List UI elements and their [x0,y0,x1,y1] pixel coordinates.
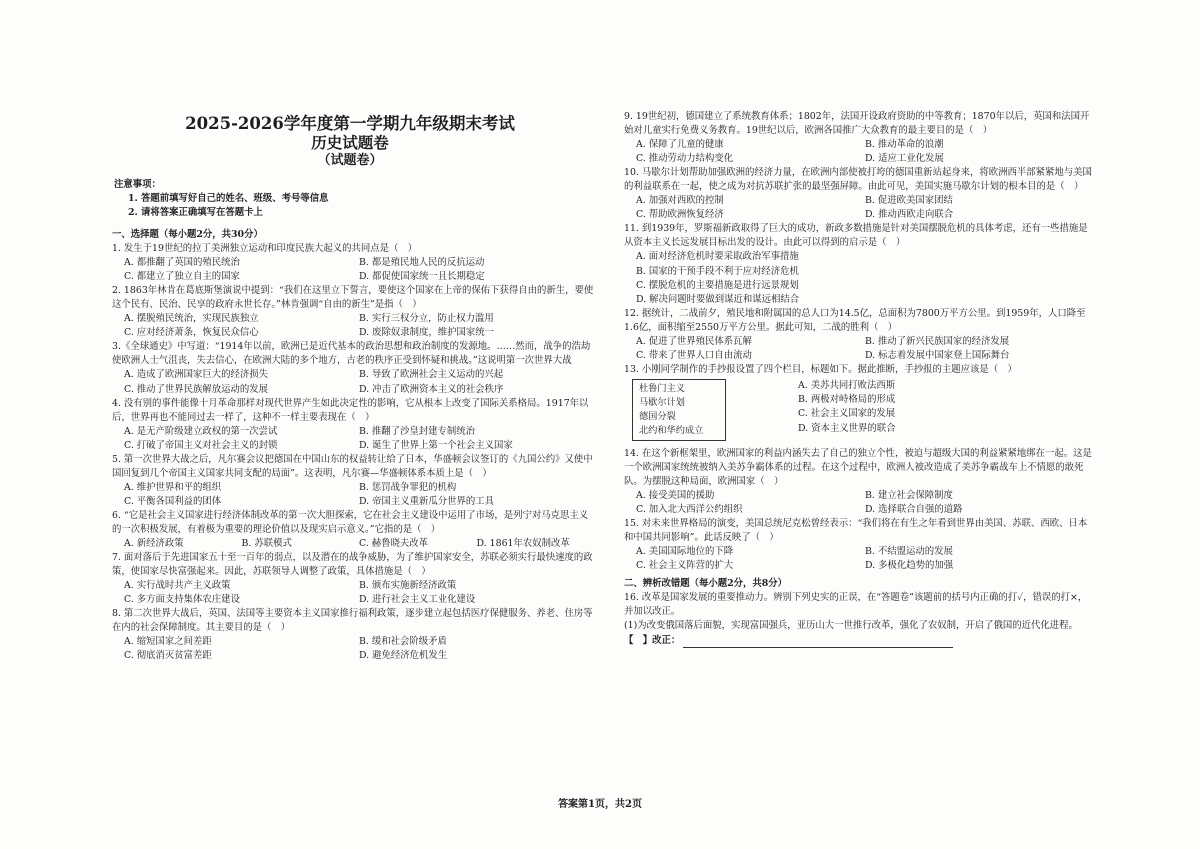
question-stem: 13. 小刚同学制作的手抄报设置了四个栏目，标题如下。据此推断，手抄报的主题应该是（ ） [624,363,1017,375]
option: B. 苏联模式 [241,538,292,550]
option: C. 推动劳动力结构变化 [636,153,734,165]
option: B. 推翻了沙皇封建专制统治 [359,425,475,437]
option: B. 缓和社会阶级矛盾 [359,636,447,648]
option: C. 帮助欧洲恢复经济 [636,209,724,221]
question-6 [112,509,594,551]
option: B. 都是殖民地人民的反抗运动 [359,257,485,269]
notice-head: 注意事项： [114,179,161,190]
question-5 [112,453,594,509]
question-stem: 10. 马歇尔计划帮助加强欧洲的经济力量，在欧洲内部使被打垮的德国重新站起身来，将欧洲西半部紧紧地与美国的利益联系在一起，使之成为对抗苏联扩张的最坚强屏障。由此可见，美国实施马歇尔计划的根本目的是（ ） [624,167,1092,193]
option: C. 推动了世界民族解放运动的发展 [124,383,269,395]
question-stem: 3.《全球通史》中写道：“1914年以前，欧洲已是近代基本的政治思想和政治制度的发源地。……然而，战争的浩劫使欧洲人士气沮丧，失去信心，在欧洲大陆的多个地方，古老的秩序正受到怀疑和挑战。”这说明第一次世界大战 [112,341,591,367]
option: A. 维护世界和平的组织 [124,481,222,493]
column-title: 马歇尔计划 [639,396,685,408]
question-15 [624,517,1094,573]
option: B. 促进欧美国家团结 [865,195,953,207]
question-stem: 16. 改革是国家发展的重要推动力。辨别下列史实的正误，在“答题卷”该题前的括号内正确的打✓，错误的打×，并加以改正。 [624,592,1088,618]
option: D. 避免经济危机发生 [359,650,448,662]
question-stem: 7. 面对落后于先进国家五十至一百年的弱点，以及潜在的战争威胁，为了维护国家安全，苏联必须实行最快速度的政策，使国家尽快富强起来。因此，苏联领导人调整了政策，具体措施是（ ） [112,552,593,578]
option: D. 冲击了欧洲资本主义的社会秩序 [359,383,504,395]
option: A. 缩短国家之间差距 [124,636,212,648]
option: A. 新经济政策 [124,538,184,550]
option: D. 1861年农奴制改革 [476,538,570,550]
option: D. 诞生了世界上第一个社会主义国家 [359,439,513,451]
question-stem: 12. 据统计，二战前夕，殖民地和附属国的总人口为14.5亿，总面积为7800万平方公里。到1959年，人口降至1.6亿，面积缩至2550万平方公里。据此可知，二战的胜利（ ） [624,307,1086,333]
option: A. 摆脱殖民统治，实现民族独立 [124,313,259,325]
option: D. 帝国主义重新瓜分世界的工具 [359,495,495,507]
option: A. 加强对西欧的控制 [636,195,724,207]
question-stem: 4. 没有别的事件能像十月革命那样对现代世界产生如此决定性的影响，它从根本上改变了国际关系格局。1917年以后，世界再也不能同过去一样了，这种不一样主要表现在（ ） [112,397,589,423]
notice-item: 2. 请将答案正确填写在答题卡上 [128,207,263,218]
question-2 [112,284,594,340]
option: C. 摆脱危机的主要措施是进行远景规划 [636,279,799,291]
option: D. 适应工业化发展 [865,153,944,165]
option: D. 推动西欧走向联合 [865,209,954,221]
newspaper-columns-box [632,379,726,441]
option: A. 保障了儿童的健康 [636,139,724,151]
answer-row [624,634,1094,648]
option: D. 废除奴隶制度，维护国家统一 [359,327,495,339]
option: B. 推动革命的浪潮 [865,139,944,151]
option: B. 国家的干预手段不利于应对经济危机 [636,265,799,277]
question-1 [112,242,594,284]
option: C. 彻底消灭贫富差距 [124,650,212,662]
option: B. 颁布实施新经济政策 [359,580,457,592]
option: C. 应对经济萧条，恢复民众信心 [124,327,259,339]
option: C. 平衡各国利益的团体 [124,495,222,507]
option: C. 多方面支持集体农庄建设 [124,594,240,606]
exam-paper-label: （试题卷） [317,153,383,168]
option: B. 惩罚战争罪犯的机构 [359,481,457,493]
question-stem: 14. 在这个新框架里，欧洲国家的利益内涵失去了自己的独立个性，被迫与超级大国的利益紧紧地绑在一起。这是一个欧洲国家统统被纳入美苏争霸体系的过程。在这个过程中，欧洲人被改造成了美苏争霸战车上不情愿的敢死队。为摆脱这种局面，欧洲国家（ ） [624,447,1092,487]
section-heading: 二、辨析改错题（每小题2分，共8分） [624,578,788,590]
question-14 [624,447,1094,517]
option: C. 打破了帝国主义对社会主义的封锁 [124,439,278,451]
option: A. 实行战时共产主义政策 [124,580,231,592]
question-stem: 6. “它是社会主义国家进行经济体制改革的第一次大胆探索，它在社会主义建设中运用了市场，是列宁对马克思主义的一次积极发展，有着极为重要的理论价值以及现实启示意义。”它指的是（ ） [112,509,589,535]
option: B. 实行三权分立，防止权力滥用 [359,313,494,325]
question-stem: 9. 19世纪初，德国建立了系统教育体系；1802年，法国开设政府资助的中等教育；1870年以后，英国和法国开始对儿童实行免费义务教育。19世纪以后，欧洲各国推广大众教育的最主要目的是（ ） [624,111,1090,137]
option: B. 建立社会保障制度 [865,490,953,502]
option: C. 都建立了独立自主的国家 [124,271,240,283]
option: C. 赫鲁晓夫改革 [359,538,429,550]
question-stem: 5. 第一次世界大战之后，凡尔赛会议把德国在中国山东的权益转让给了日本，华盛顿会议签订的《九国公约》又使中国回复到几个帝国主义国家共同支配的局面”。这表明，凡尔赛—华盛顿体系本质上是（ ） [112,453,593,479]
column-title: 杜鲁门主义 [639,382,685,394]
question-3 [112,340,594,396]
option: B. 推动了新兴民族国家的经济发展 [865,335,1010,347]
option: A. 美国国际地位的下降 [636,546,734,558]
title-block [108,114,592,170]
right-column [624,110,1094,648]
exam-title: 2025-2026学年度第一学期九年级期末考试 [185,114,515,133]
page-footer: 答案第1页，共2页 [558,799,642,810]
option: A. 面对经济危机时要采取政治军事措施 [636,251,799,263]
option: C. 带来了世界人口自由流动 [636,349,752,361]
option: D. 选择联合自强的道路 [865,504,963,516]
question-item: (1)为改变俄国落后面貌，实现富国强兵，亚历山大一世推行改革，强化了农奴制，开启了俄国的近代化进程。 [624,620,1078,632]
option: B. 两极对峙格局的形成 [798,394,896,406]
option: A. 接受美国的援助 [636,490,715,502]
question-4 [112,397,594,453]
option: A. 促进了世界殖民体系瓦解 [636,335,752,347]
question-10 [624,166,1094,222]
notice [114,178,594,220]
exam-subtitle: 历史试题卷 [311,133,389,152]
answer-line[interactable] [683,637,953,648]
option: D. 标志着发展中国家登上国际舞台 [865,349,1010,361]
question-16 [624,591,1094,647]
option: A. 是无产阶级建立政权的第一次尝试 [124,425,278,437]
question-8 [112,607,594,663]
question-stem: 2. 1863年林肯在葛底斯堡演说中提到：“我们在这里立下誓言，要使这个国家在上帝的保佑下获得自由的新生，要使这个民有、民治、民享的政府永世长存。”林肯强调“自由的新生”是指（ ） [112,285,594,311]
question-11 [624,222,1094,306]
option: A. 造成了欧洲国家巨大的经济损失 [124,369,268,381]
option: C. 加入北大西洋公约组织 [636,504,743,516]
option: B. 导致了欧洲社会主义运动的兴起 [359,369,504,381]
question-12 [624,307,1094,363]
option: C. 社会主义国家的发展 [798,408,896,420]
option: A. 都推翻了英国的殖民统治 [124,257,240,269]
option: D. 资本主义世界的联合 [798,422,896,434]
option: D. 解决问题时要做到谋近和谋远相结合 [636,293,800,305]
question-stem: 8. 第二次世界大战后，英国、法国等主要资本主义国家推行福利政策，逐步建立起包括医疗保健服务、养老、住房等在内的社会保障制度。其主要目的是（ ） [112,608,593,634]
question-13 [624,363,1094,441]
column-title: 北约和华约成立 [639,424,704,436]
question-7 [112,551,594,607]
question-stem: 11. 到1939年，罗斯福新政取得了巨大的成功，新政多数措施是针对美国摆脱危机的具体考虑，还有一些措施是从资本主义长远发展目标出发的设计。由此可以得到的启示是（ ） [624,223,1088,249]
option: A. 美苏共同打败法西斯 [798,379,896,391]
section-heading: 一、选择题（每小题2分，共30分） [112,229,263,240]
option: C. 社会主义阵营的扩大 [636,560,734,572]
column-title: 德国分裂 [639,410,676,422]
left-column [112,228,594,663]
question-stem: 15. 对未来世界格局的演变，美国总统尼克松曾经表示：“我们将在有生之年看到世界由美国、苏联、西欧、日本和中国共同影响”。此话反映了（ ） [624,518,1088,544]
option: D. 进行社会主义工业化建设 [359,594,476,606]
option: B. 不结盟运动的发展 [865,546,953,558]
notice-item: 1. 答题前填写好自己的姓名、班级、考号等信息 [128,193,329,204]
option: D. 多极化趋势的加强 [865,560,954,572]
question-stem: 1. 发生于19世纪的拉丁美洲独立运动和印度民族大起义的共同点是（ ） [112,243,418,255]
option: D. 都促使国家统一且长期稳定 [359,271,485,283]
question-9 [624,110,1094,166]
answer-bracket: 【 】改正： [624,634,681,646]
